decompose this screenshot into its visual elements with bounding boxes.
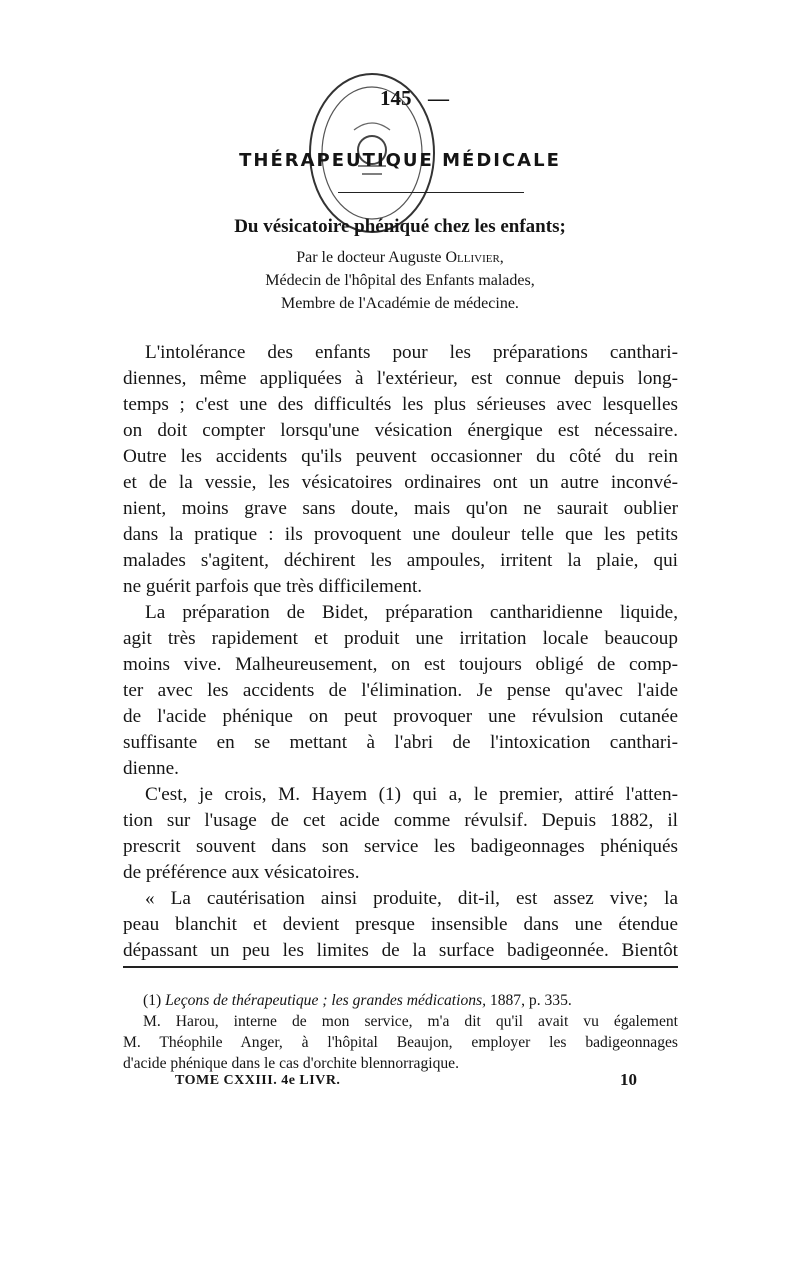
footnote-line: M. Théophile Anger, à l'hôpital Beaujon, employer les badigeonnages bbox=[123, 1034, 678, 1051]
body-line: dans la pratique : ils provoquent une douleur telle que les petits bbox=[123, 524, 678, 545]
body-line: peau blanchit et devient presque insensible dans une étendue bbox=[123, 914, 678, 935]
volume-signature: TOME CXXIII. 4e LIVR. bbox=[175, 1073, 341, 1088]
body-line: de préférence aux vésicatoires. bbox=[123, 862, 360, 883]
byline-prefix: Par le docteur Auguste bbox=[296, 249, 446, 266]
body-line: La préparation de Bidet, préparation cantharidienne liquide, bbox=[145, 602, 678, 623]
body-line: de l'acide phénique on peut provoquer une révulsion cutanée bbox=[123, 706, 678, 727]
body-line: L'intolérance des enfants pour les préparations canthari- bbox=[145, 342, 678, 363]
footnote-ref: (1) bbox=[143, 992, 166, 1009]
body-text bbox=[123, 340, 678, 964]
author-membership: Membre de l'Académie de médecine. bbox=[281, 295, 519, 312]
body-line: ter avec les accidents de l'élimination. Je pense qu'avec l'aide bbox=[123, 680, 678, 701]
body-line: tion sur l'usage de cet acide comme révulsif. Depuis 1882, il bbox=[123, 810, 678, 831]
footnote-rule bbox=[123, 966, 678, 968]
byline bbox=[0, 249, 800, 267]
folio-number: 10 bbox=[620, 1070, 637, 1089]
body-line: ne guérit parfois que très difficilement. bbox=[123, 576, 423, 597]
body-line: temps ; c'est une des difficultés les plus sérieuses avec lesquelles bbox=[123, 394, 678, 415]
page-number-dash: — bbox=[428, 86, 449, 110]
footnotes bbox=[123, 990, 678, 1074]
author-name: Ollivier, bbox=[445, 249, 504, 266]
body-line: Outre les accidents qu'ils peuvent occasionner du côté du rein bbox=[123, 446, 678, 467]
body-line: suffisante en se mettant à l'abri de l'intoxication canthari- bbox=[123, 732, 678, 753]
footnote-work-title: Leçons de thérapeutique ; les grandes médications, bbox=[165, 992, 487, 1009]
body-line: dienne. bbox=[123, 758, 179, 779]
footnote-citation bbox=[123, 990, 678, 1011]
footnote-line: M. Harou, interne de mon service, m'a dit qu'il avait vu également bbox=[143, 1013, 678, 1030]
page-number: 145 bbox=[380, 86, 412, 110]
body-line: malades s'agitent, déchirent les ampoules, irritent la plaie, qui bbox=[123, 550, 678, 571]
title-rule bbox=[338, 192, 524, 193]
body-line: et de la vessie, les vésicatoires ordinaires ont un autre inconvé- bbox=[123, 472, 678, 493]
author-affiliation: Médecin de l'hôpital des Enfants malades, bbox=[265, 272, 535, 289]
body-line: diennes, même appliquées à l'extérieur, est connue depuis long- bbox=[123, 368, 678, 389]
body-line: dépassant un peu les limites de la surface badigeonnée. Bientôt bbox=[123, 940, 678, 961]
body-line: nient, moins grave sans doute, mais qu'on ne saurait oublier bbox=[123, 498, 678, 519]
footnote-work-details: 1887, p. 335. bbox=[486, 992, 572, 1009]
body-line: moins vive. Malheureusement, on est toujours obligé de comp- bbox=[123, 654, 678, 675]
body-line: agit très rapidement et produit une irritation locale beaucoup bbox=[123, 628, 678, 649]
footnote-line: d'acide phénique dans le cas d'orchite blennorragique. bbox=[123, 1055, 459, 1072]
article-title: Du vésicatoire phéniqué chez les enfants; bbox=[234, 216, 566, 237]
section-title: THÉRAPEUTIQUE MÉDICALE bbox=[239, 150, 561, 171]
body-line: prescrit souvent dans son service les badigeonnages phéniqués bbox=[123, 836, 678, 857]
body-line: C'est, je crois, M. Hayem (1) qui a, le premier, attiré l'atten- bbox=[145, 784, 678, 805]
body-line: on doit compter lorsqu'une vésication énergique est nécessaire. bbox=[123, 420, 678, 441]
body-line: « La cautérisation ainsi produite, dit-il, est assez vive; la bbox=[145, 888, 678, 909]
